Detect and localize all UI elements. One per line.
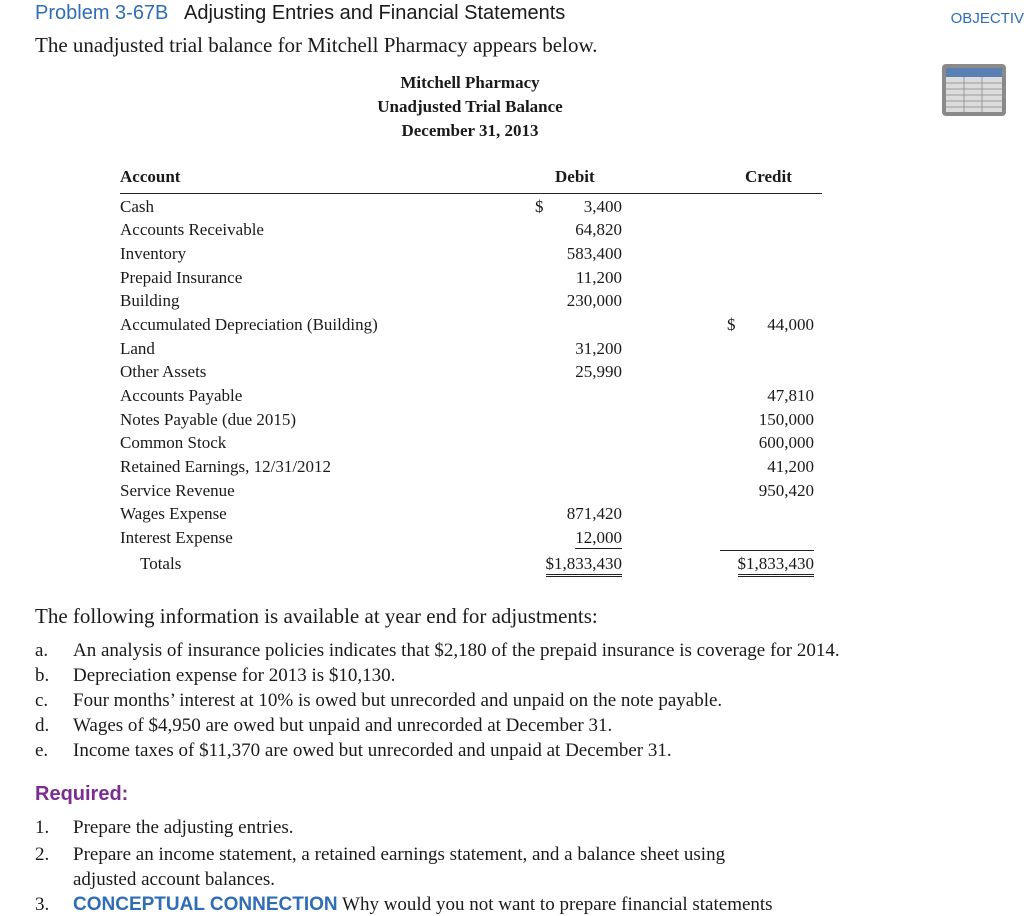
adjustment-item: c. Four months’ interest at 10% is owed but unrecorded and unpaid on the note payable. [35,690,723,711]
account-name: Prepaid Insurance [120,268,243,287]
required-item-3: 3. CONCEPTUAL CONNECTION Why would you not want to prepare financial statements [35,894,773,915]
report-date: December 31, 2013 [401,121,539,140]
table-row [120,197,822,220]
table-row [120,244,822,267]
adjustment-item: a. An analysis of insurance policies indicates that $2,180 of the prepaid insurance is coverage for 2014. [35,640,840,661]
problem-header [35,2,565,25]
company-name: Mitchell Pharmacy [400,73,540,92]
table-row [120,339,822,362]
debit-value: 871,420 [566,504,622,523]
report-title: Unadjusted Trial Balance [377,97,563,116]
debit-value: 583,400 [566,244,622,263]
credit-dollar-sign: $ [727,315,736,334]
account-name: Building [120,291,180,310]
table-row [120,386,822,409]
adjustment-item: b. Depreciation expense for 2013 is $10,130. [35,665,396,686]
credit-value: 44,000 [767,315,814,334]
debit-value: 12,000 [575,528,622,547]
debit-value: 3,400 [583,197,622,216]
table-row [120,268,822,291]
required-item: 2. Prepare an income statement, a retained earnings statement, and a balance sheet using [35,844,726,865]
account-name: Interest Expense [120,528,233,547]
debit-value: 31,200 [575,339,622,358]
account-name: Service Revenue [120,481,235,500]
debit-value: 11,200 [575,268,622,287]
credit-value: 150,000 [758,410,814,429]
objective-label: OBJECTIV [950,10,1024,27]
credit-value: 47,810 [767,386,814,405]
account-name: Other Assets [120,362,207,381]
debit-dollar-sign: $ [535,197,544,216]
header-rule [120,193,822,194]
table-row [120,457,822,480]
table-row [120,410,822,433]
debit-column-header: Debit [555,167,595,186]
account-name: Notes Payable (due 2015) [120,410,297,429]
credit-total-rule [720,550,814,551]
table-row [120,481,822,504]
account-name: Common Stock [120,433,227,452]
account-name: Accounts Receivable [120,220,264,239]
problem-number: Problem 3-67B [35,2,169,24]
table-row [120,220,822,243]
credit-value: 41,200 [767,457,814,476]
debit-value: 230,000 [566,291,622,310]
required-item: 1. Prepare the adjusting entries. [35,817,294,838]
adjustment-item: d. Wages of $4,950 are owed but unpaid and unrecorded at December 31. [35,715,613,736]
account-column-header: Account [120,167,181,186]
debit-value: 25,990 [575,362,622,381]
account-name: Land [120,339,155,358]
total-debit: $1,833,430 [546,554,623,577]
account-name: Inventory [120,244,187,263]
table-row [120,528,822,551]
credit-column-header: Credit [745,167,792,186]
account-name: Accounts Payable [120,386,243,405]
intro-text: The unadjusted trial balance for Mitchell Pharmacy appears below. [35,33,598,57]
table-row [120,504,822,527]
problem-title: Adjusting Entries and Financial Statements [183,2,566,24]
account-name: Accumulated Depreciation (Building) [120,315,378,334]
totals-row [120,554,822,577]
debit-value: 64,820 [575,220,622,239]
required-item: adjusted account balances. [73,869,276,890]
table-row [120,315,822,338]
credit-value: 600,000 [758,433,814,452]
conceptual-connection-label: CONCEPTUAL CONNECTION [73,894,338,915]
table-row [120,362,822,385]
table-row [120,291,822,314]
totals-label: Totals [140,554,182,573]
credit-value: 950,420 [758,481,814,500]
account-name: Cash [120,197,154,216]
info-intro: The following information is available at year end for adjustments: [35,604,598,628]
table-row [120,433,822,456]
adjustment-item: e. Income taxes of $11,370 are owed but unrecorded and unpaid at December 31. [35,740,672,761]
account-name: Retained Earnings, 12/31/2012 [120,457,332,476]
account-name: Wages Expense [120,504,227,523]
total-credit: $1,833,430 [738,554,815,577]
spreadsheet-book-icon [938,58,1012,120]
required-heading: Required: [35,783,129,805]
